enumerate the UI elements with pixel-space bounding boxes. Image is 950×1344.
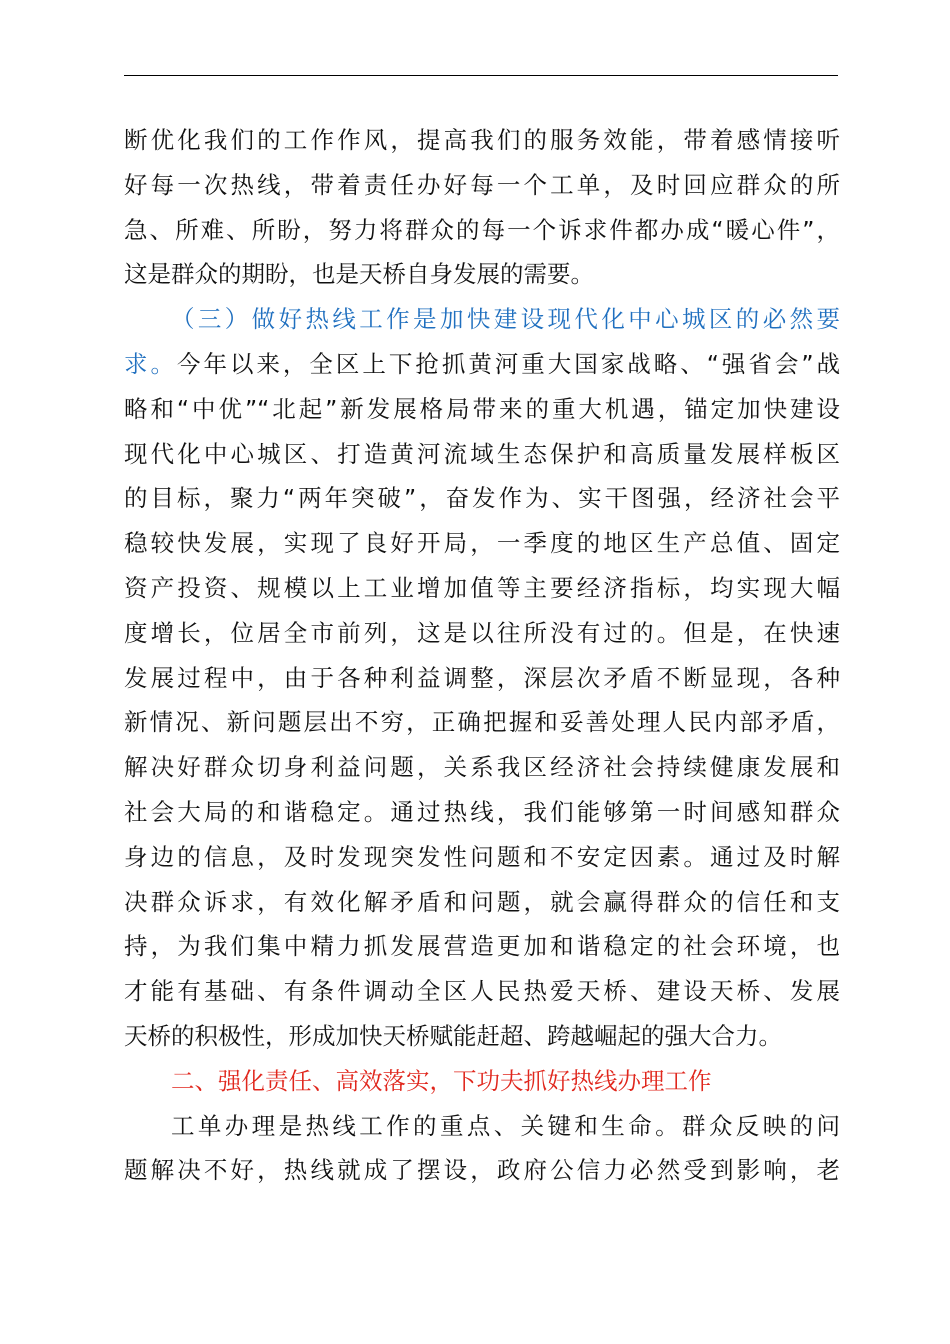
document-body <box>124 118 840 1193</box>
text-line: 决群众诉求，有效化解矛盾和问题，就会赢得群众的信任和支 <box>124 887 840 916</box>
text-line: 度增长，位居全市前列，这是以往所没有过的。但是，在快速 <box>124 618 840 647</box>
text-line: 解决好群众切身利益问题，关系我区经济社会持续健康发展和 <box>124 753 840 782</box>
header-rule <box>124 75 838 76</box>
text-line: 新情况、新问题层出不穷，正确把握和妥善处理人民内部矛盾， <box>124 708 840 737</box>
text-line: 天桥的积极性，形成加快天桥赋能赶超、跨越崛起的强大合力。 <box>124 1021 782 1050</box>
text-line: 题解决不好，热线就成了摆设，政府公信力必然受到影响，老 <box>124 1156 840 1185</box>
text-line: 持，为我们集中精力抓发展营造更加和谐稳定的社会环境，也 <box>124 932 840 961</box>
subheading-tail: 求。 <box>124 349 177 378</box>
text-line <box>124 342 840 387</box>
text-line: 工单办理是热线工作的重点、关键和生命。群众反映的问 <box>171 1111 840 1140</box>
text-line: 身边的信息，及时发现突发性问题和不安定因素。通过及时解 <box>124 842 840 871</box>
text-line: 断优化我们的工作作风，提高我们的服务效能，带着感情接听 <box>124 126 840 154</box>
text-span: 今年以来，全区上下抢抓黄河重大国家战略、“强省会”战 <box>176 349 840 378</box>
subheading-line: （三）做好热线工作是加快建设现代化中心城区的必然要 <box>171 305 840 334</box>
section-heading: 二、强化责任、高效落实，下功夫抓好热线办理工作 <box>171 1066 712 1095</box>
paragraph-1 <box>124 118 840 297</box>
text-line: 略和“中优”“北起”新发展格局带来的重大机遇，锚定加快建设 <box>124 394 840 423</box>
paragraph-3 <box>124 1104 840 1194</box>
text-line: 资产投资、规模以上工业增加值等主要经济指标，均实现大幅 <box>124 573 840 602</box>
text-line: 的目标，聚力“两年突破”，奋发作为、实干图强，经济社会平 <box>124 484 840 513</box>
text-line: 好每一次热线，带着责任办好每一个工单，及时回应群众的所 <box>124 170 840 199</box>
text-line: 才能有基础、有条件调动全区人民热爱天桥、建设天桥、发展 <box>124 977 840 1006</box>
text-line: 社会大局的和谐稳定。通过热线，我们能够第一时间感知群众 <box>124 797 840 826</box>
text-line: 稳较快发展，实现了良好开局，一季度的地区生产总值、固定 <box>124 529 840 558</box>
paragraph-2 <box>124 297 840 1059</box>
text-line: 急、所难、所盼，努力将群众的每一个诉求件都办成“暖心件”， <box>124 215 840 244</box>
text-line: 这是群众的期盼，也是天桥自身发展的需要。 <box>124 260 594 289</box>
text-line: 发展过程中，由于各种利益调整，深层次矛盾不断显现，各种 <box>124 663 840 692</box>
text-line: 现代化中心城区、打造黄河流域生态保护和高质量发展样板区 <box>124 439 840 468</box>
